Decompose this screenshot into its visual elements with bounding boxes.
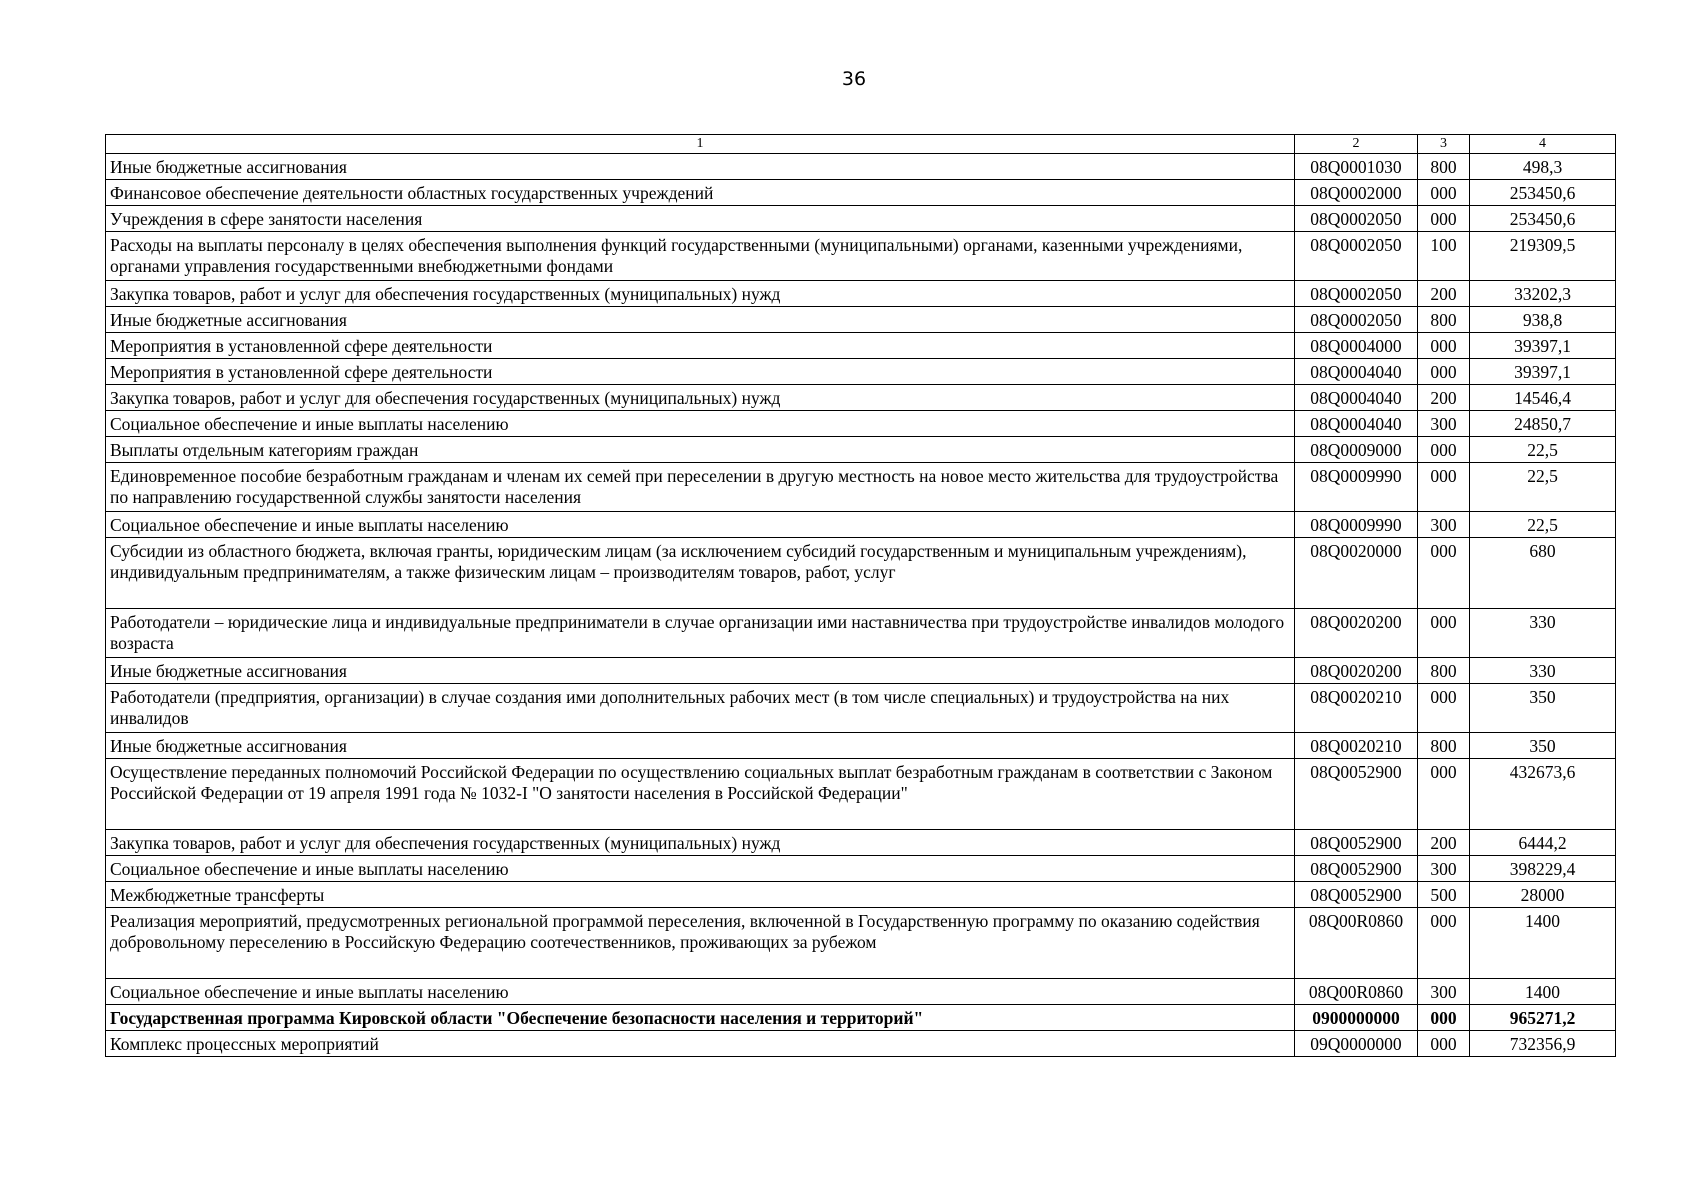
row-amount-cell: 39397,1: [1470, 333, 1616, 359]
row-kind-cell: 000: [1418, 437, 1470, 463]
row-amount-cell: 398229,4: [1470, 856, 1616, 882]
row-code-cell: 0900000000: [1295, 1005, 1418, 1031]
row-code-cell: 08Q0009000: [1295, 437, 1418, 463]
header-row: [106, 135, 1616, 154]
row-amount-cell: 350: [1470, 684, 1616, 733]
row-code-cell: 08Q0002000: [1295, 180, 1418, 206]
row-amount-cell: 330: [1470, 609, 1616, 658]
row-kind-cell: 300: [1418, 411, 1470, 437]
row-code-cell: 08Q0009990: [1295, 512, 1418, 538]
row-name-cell: Работодатели (предприятия, организации) в случае создания ими дополнительных рабочих мест (в том числе специальных) и трудоустройства на них инвалидов: [106, 684, 1295, 733]
header-col-2: 2: [1295, 135, 1418, 154]
row-code-cell: 08Q0002050: [1295, 206, 1418, 232]
table-row: [106, 1005, 1616, 1031]
row-code-cell: 08Q0001030: [1295, 154, 1418, 180]
table-row: [106, 538, 1616, 609]
row-name-cell: Мероприятия в установленной сфере деятельности: [106, 333, 1295, 359]
row-amount-cell: 22,5: [1470, 463, 1616, 512]
row-name-cell: Иные бюджетные ассигнования: [106, 154, 1295, 180]
budget-table: [105, 134, 1616, 1057]
row-code-cell: 08Q0002050: [1295, 281, 1418, 307]
row-code-cell: 08Q0052900: [1295, 830, 1418, 856]
row-code-cell: 08Q0020200: [1295, 658, 1418, 684]
table-row: [106, 856, 1616, 882]
row-amount-cell: 14546,4: [1470, 385, 1616, 411]
table-row: [106, 437, 1616, 463]
row-amount-cell: 219309,5: [1470, 232, 1616, 281]
table-row: [106, 733, 1616, 759]
table-row: [106, 359, 1616, 385]
row-kind-cell: 000: [1418, 609, 1470, 658]
row-name-cell: Расходы на выплаты персоналу в целях обеспечения выполнения функций государственными (муниципальными) органами, казенными учреждениями, органами управления государственными внебюджетными фондами: [106, 232, 1295, 281]
row-name-cell: Иные бюджетные ассигнования: [106, 307, 1295, 333]
table-row: [106, 206, 1616, 232]
row-name-cell: Закупка товаров, работ и услуг для обеспечения государственных (муниципальных) нужд: [106, 830, 1295, 856]
row-kind-cell: 800: [1418, 658, 1470, 684]
row-kind-cell: 300: [1418, 512, 1470, 538]
row-kind-cell: 500: [1418, 882, 1470, 908]
row-name-cell: Работодатели – юридические лица и индивидуальные предприниматели в случае организации ими наставничества при трудоустройстве инвалидов молодого возраста: [106, 609, 1295, 658]
row-code-cell: 08Q0002050: [1295, 307, 1418, 333]
row-code-cell: 08Q0020200: [1295, 609, 1418, 658]
row-code-cell: 08Q0020210: [1295, 684, 1418, 733]
row-amount-cell: 22,5: [1470, 512, 1616, 538]
table-row: [106, 512, 1616, 538]
row-code-cell: 08Q0052900: [1295, 856, 1418, 882]
table-row: [106, 307, 1616, 333]
row-kind-cell: 300: [1418, 856, 1470, 882]
row-kind-cell: 000: [1418, 908, 1470, 979]
table-row: [106, 684, 1616, 733]
row-name-cell: Выплаты отдельным категориям граждан: [106, 437, 1295, 463]
table-row: [106, 609, 1616, 658]
row-name-cell: Социальное обеспечение и иные выплаты населению: [106, 512, 1295, 538]
row-amount-cell: 22,5: [1470, 437, 1616, 463]
row-name-cell: Единовременное пособие безработным гражданам и членам их семей при переселении в другую местность на новое место жительства для трудоустройства по направлению государственной службы занятости населения: [106, 463, 1295, 512]
row-name-cell: Учреждения в сфере занятости населения: [106, 206, 1295, 232]
row-name-cell: Социальное обеспечение и иные выплаты населению: [106, 411, 1295, 437]
row-kind-cell: 000: [1418, 206, 1470, 232]
row-name-cell: Иные бюджетные ассигнования: [106, 733, 1295, 759]
row-amount-cell: 350: [1470, 733, 1616, 759]
row-name-cell: Осуществление переданных полномочий Российской Федерации по осуществлению социальных выплат безработным гражданам в соответствии с Законом Российской Федерации от 19 апреля 1991 года № 1032-I "О занятости населения в Российской Федерации": [106, 759, 1295, 830]
table-row: [106, 385, 1616, 411]
table-row: [106, 882, 1616, 908]
row-code-cell: 08Q0020000: [1295, 538, 1418, 609]
table-row: [106, 1031, 1616, 1057]
row-name-cell: Субсидии из областного бюджета, включая гранты, юридическим лицам (за исключением субсидий государственным и муниципальным учреждениям), индивидуальным предпринимателям, а также физическим лицам – производителям товаров, работ, услуг: [106, 538, 1295, 609]
row-name-cell: Закупка товаров, работ и услуг для обеспечения государственных (муниципальных) нужд: [106, 281, 1295, 307]
row-kind-cell: 200: [1418, 385, 1470, 411]
table-row: [106, 830, 1616, 856]
row-kind-cell: 000: [1418, 684, 1470, 733]
row-kind-cell: 000: [1418, 333, 1470, 359]
row-code-cell: 08Q0009990: [1295, 463, 1418, 512]
row-kind-cell: 000: [1418, 759, 1470, 830]
row-amount-cell: 732356,9: [1470, 1031, 1616, 1057]
row-kind-cell: 200: [1418, 281, 1470, 307]
row-amount-cell: 253450,6: [1470, 180, 1616, 206]
header-col-4: 4: [1470, 135, 1616, 154]
table-row: [106, 979, 1616, 1005]
table-row: [106, 154, 1616, 180]
row-amount-cell: 24850,7: [1470, 411, 1616, 437]
row-amount-cell: 330: [1470, 658, 1616, 684]
row-kind-cell: 800: [1418, 154, 1470, 180]
row-amount-cell: 6444,2: [1470, 830, 1616, 856]
page-number: 36: [841, 68, 867, 90]
row-name-cell: Социальное обеспечение и иные выплаты населению: [106, 856, 1295, 882]
table-row: [106, 281, 1616, 307]
row-kind-cell: 000: [1418, 359, 1470, 385]
row-amount-cell: 498,3: [1470, 154, 1616, 180]
row-code-cell: 08Q0004040: [1295, 385, 1418, 411]
row-code-cell: 09Q0000000: [1295, 1031, 1418, 1057]
row-code-cell: 08Q0052900: [1295, 759, 1418, 830]
row-kind-cell: 000: [1418, 180, 1470, 206]
row-name-cell: Иные бюджетные ассигнования: [106, 658, 1295, 684]
row-amount-cell: 28000: [1470, 882, 1616, 908]
row-code-cell: 08Q00R0860: [1295, 908, 1418, 979]
row-kind-cell: 800: [1418, 307, 1470, 333]
table-row: [106, 463, 1616, 512]
row-amount-cell: 680: [1470, 538, 1616, 609]
row-kind-cell: 000: [1418, 1031, 1470, 1057]
row-name-cell: Комплекс процессных мероприятий: [106, 1031, 1295, 1057]
table-row: [106, 232, 1616, 281]
table-row: [106, 759, 1616, 830]
row-kind-cell: 200: [1418, 830, 1470, 856]
header-col-1: 1: [106, 135, 1295, 154]
row-code-cell: 08Q00R0860: [1295, 979, 1418, 1005]
row-amount-cell: 432673,6: [1470, 759, 1616, 830]
row-amount-cell: 938,8: [1470, 307, 1616, 333]
row-name-cell: Социальное обеспечение и иные выплаты населению: [106, 979, 1295, 1005]
table-row: [106, 411, 1616, 437]
row-kind-cell: 000: [1418, 538, 1470, 609]
table-row: [106, 333, 1616, 359]
row-amount-cell: 39397,1: [1470, 359, 1616, 385]
row-amount-cell: 1400: [1470, 908, 1616, 979]
row-amount-cell: 965271,2: [1470, 1005, 1616, 1031]
row-code-cell: 08Q0004040: [1295, 359, 1418, 385]
row-name-cell: Государственная программа Кировской области "Обеспечение безопасности населения и территорий": [106, 1005, 1295, 1031]
row-name-cell: Мероприятия в установленной сфере деятельности: [106, 359, 1295, 385]
row-name-cell: Межбюджетные трансферты: [106, 882, 1295, 908]
row-code-cell: 08Q0052900: [1295, 882, 1418, 908]
row-name-cell: Финансовое обеспечение деятельности областных государственных учреждений: [106, 180, 1295, 206]
table-body: [106, 154, 1616, 1057]
row-kind-cell: 300: [1418, 979, 1470, 1005]
table-row: [106, 180, 1616, 206]
row-amount-cell: 1400: [1470, 979, 1616, 1005]
row-kind-cell: 800: [1418, 733, 1470, 759]
row-code-cell: 08Q0004000: [1295, 333, 1418, 359]
row-name-cell: Реализация мероприятий, предусмотренных региональной программой переселения, включенной в Государственную программу по оказанию содействия добровольному переселению в Российскую Федерацию соотечественников, проживающих за рубежом: [106, 908, 1295, 979]
table-row: [106, 658, 1616, 684]
row-code-cell: 08Q0004040: [1295, 411, 1418, 437]
row-code-cell: 08Q0020210: [1295, 733, 1418, 759]
row-kind-cell: 000: [1418, 1005, 1470, 1031]
row-code-cell: 08Q0002050: [1295, 232, 1418, 281]
row-kind-cell: 100: [1418, 232, 1470, 281]
header-col-3: 3: [1418, 135, 1470, 154]
row-name-cell: Закупка товаров, работ и услуг для обеспечения государственных (муниципальных) нужд: [106, 385, 1295, 411]
row-amount-cell: 33202,3: [1470, 281, 1616, 307]
row-kind-cell: 000: [1418, 463, 1470, 512]
row-amount-cell: 253450,6: [1470, 206, 1616, 232]
table-row: [106, 908, 1616, 979]
